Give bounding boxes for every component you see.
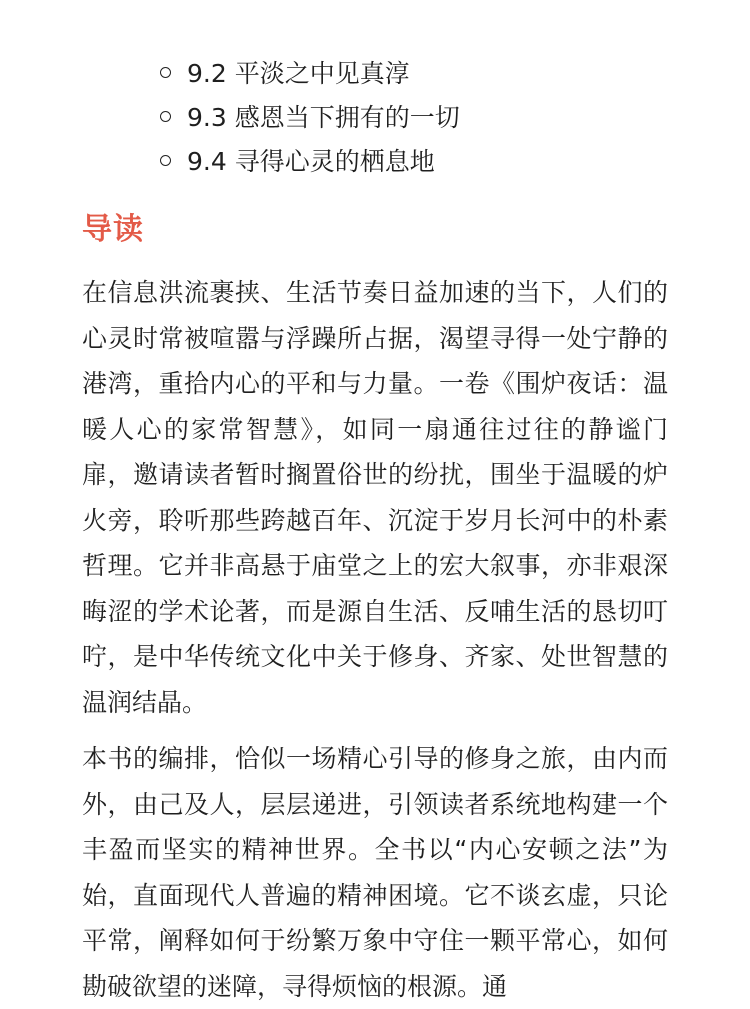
article-body [82, 270, 668, 1009]
table-of-contents [160, 50, 460, 182]
hollow-circle-bullet-icon [160, 155, 171, 166]
section-heading: 导读 [82, 212, 144, 247]
hollow-circle-bullet-icon [160, 111, 171, 122]
hollow-circle-bullet-icon [160, 67, 171, 78]
toc-item-label: 9.2 平淡之中见真淳 [187, 59, 410, 88]
body-paragraph: 本书的编排，恰似一场精心引导的修身之旅，由内而外，由己及人，层层递进，引领读者系统地构建一个丰盈而坚实的精神世界。全书以“内心安顿之法”为始，直面现代人普遍的精神困境。它不谈玄虚，只论平常，阐释如何于纷繁万象中守住一颗平常心，如何勘破欲望的迷障，寻得烦恼的根源。通 [82, 744, 668, 1001]
toc-item[interactable] [160, 138, 460, 182]
toc-item[interactable] [160, 50, 460, 94]
body-paragraph: 在信息洪流裹挟、生活节奏日益加速的当下，人们的心灵时常被喧嚣与浮躁所占据，渴望寻得一处宁静的港湾，重拾内心的平和与力量。一卷《围炉夜话：温暖人心的家常智慧》，如同一扇通往过往的静谧门扉，邀请读者暂时搁置俗世的纷扰，围坐于温暖的炉火旁，聆听那些跨越百年、沉淀于岁月长河中的朴素哲理。它并非高悬于庙堂之上的宏大叙事，亦非艰深晦涩的学术论著，而是源自生活、反哺生活的恳切叮咛，是中华传统文化中关于修身、齐家、处世智慧的温润结晶。 [82, 278, 668, 717]
toc-item-label: 9.4 寻得心灵的栖息地 [187, 147, 435, 176]
toc-item-label: 9.3 感恩当下拥有的一切 [187, 103, 460, 132]
toc-item[interactable] [160, 94, 460, 138]
